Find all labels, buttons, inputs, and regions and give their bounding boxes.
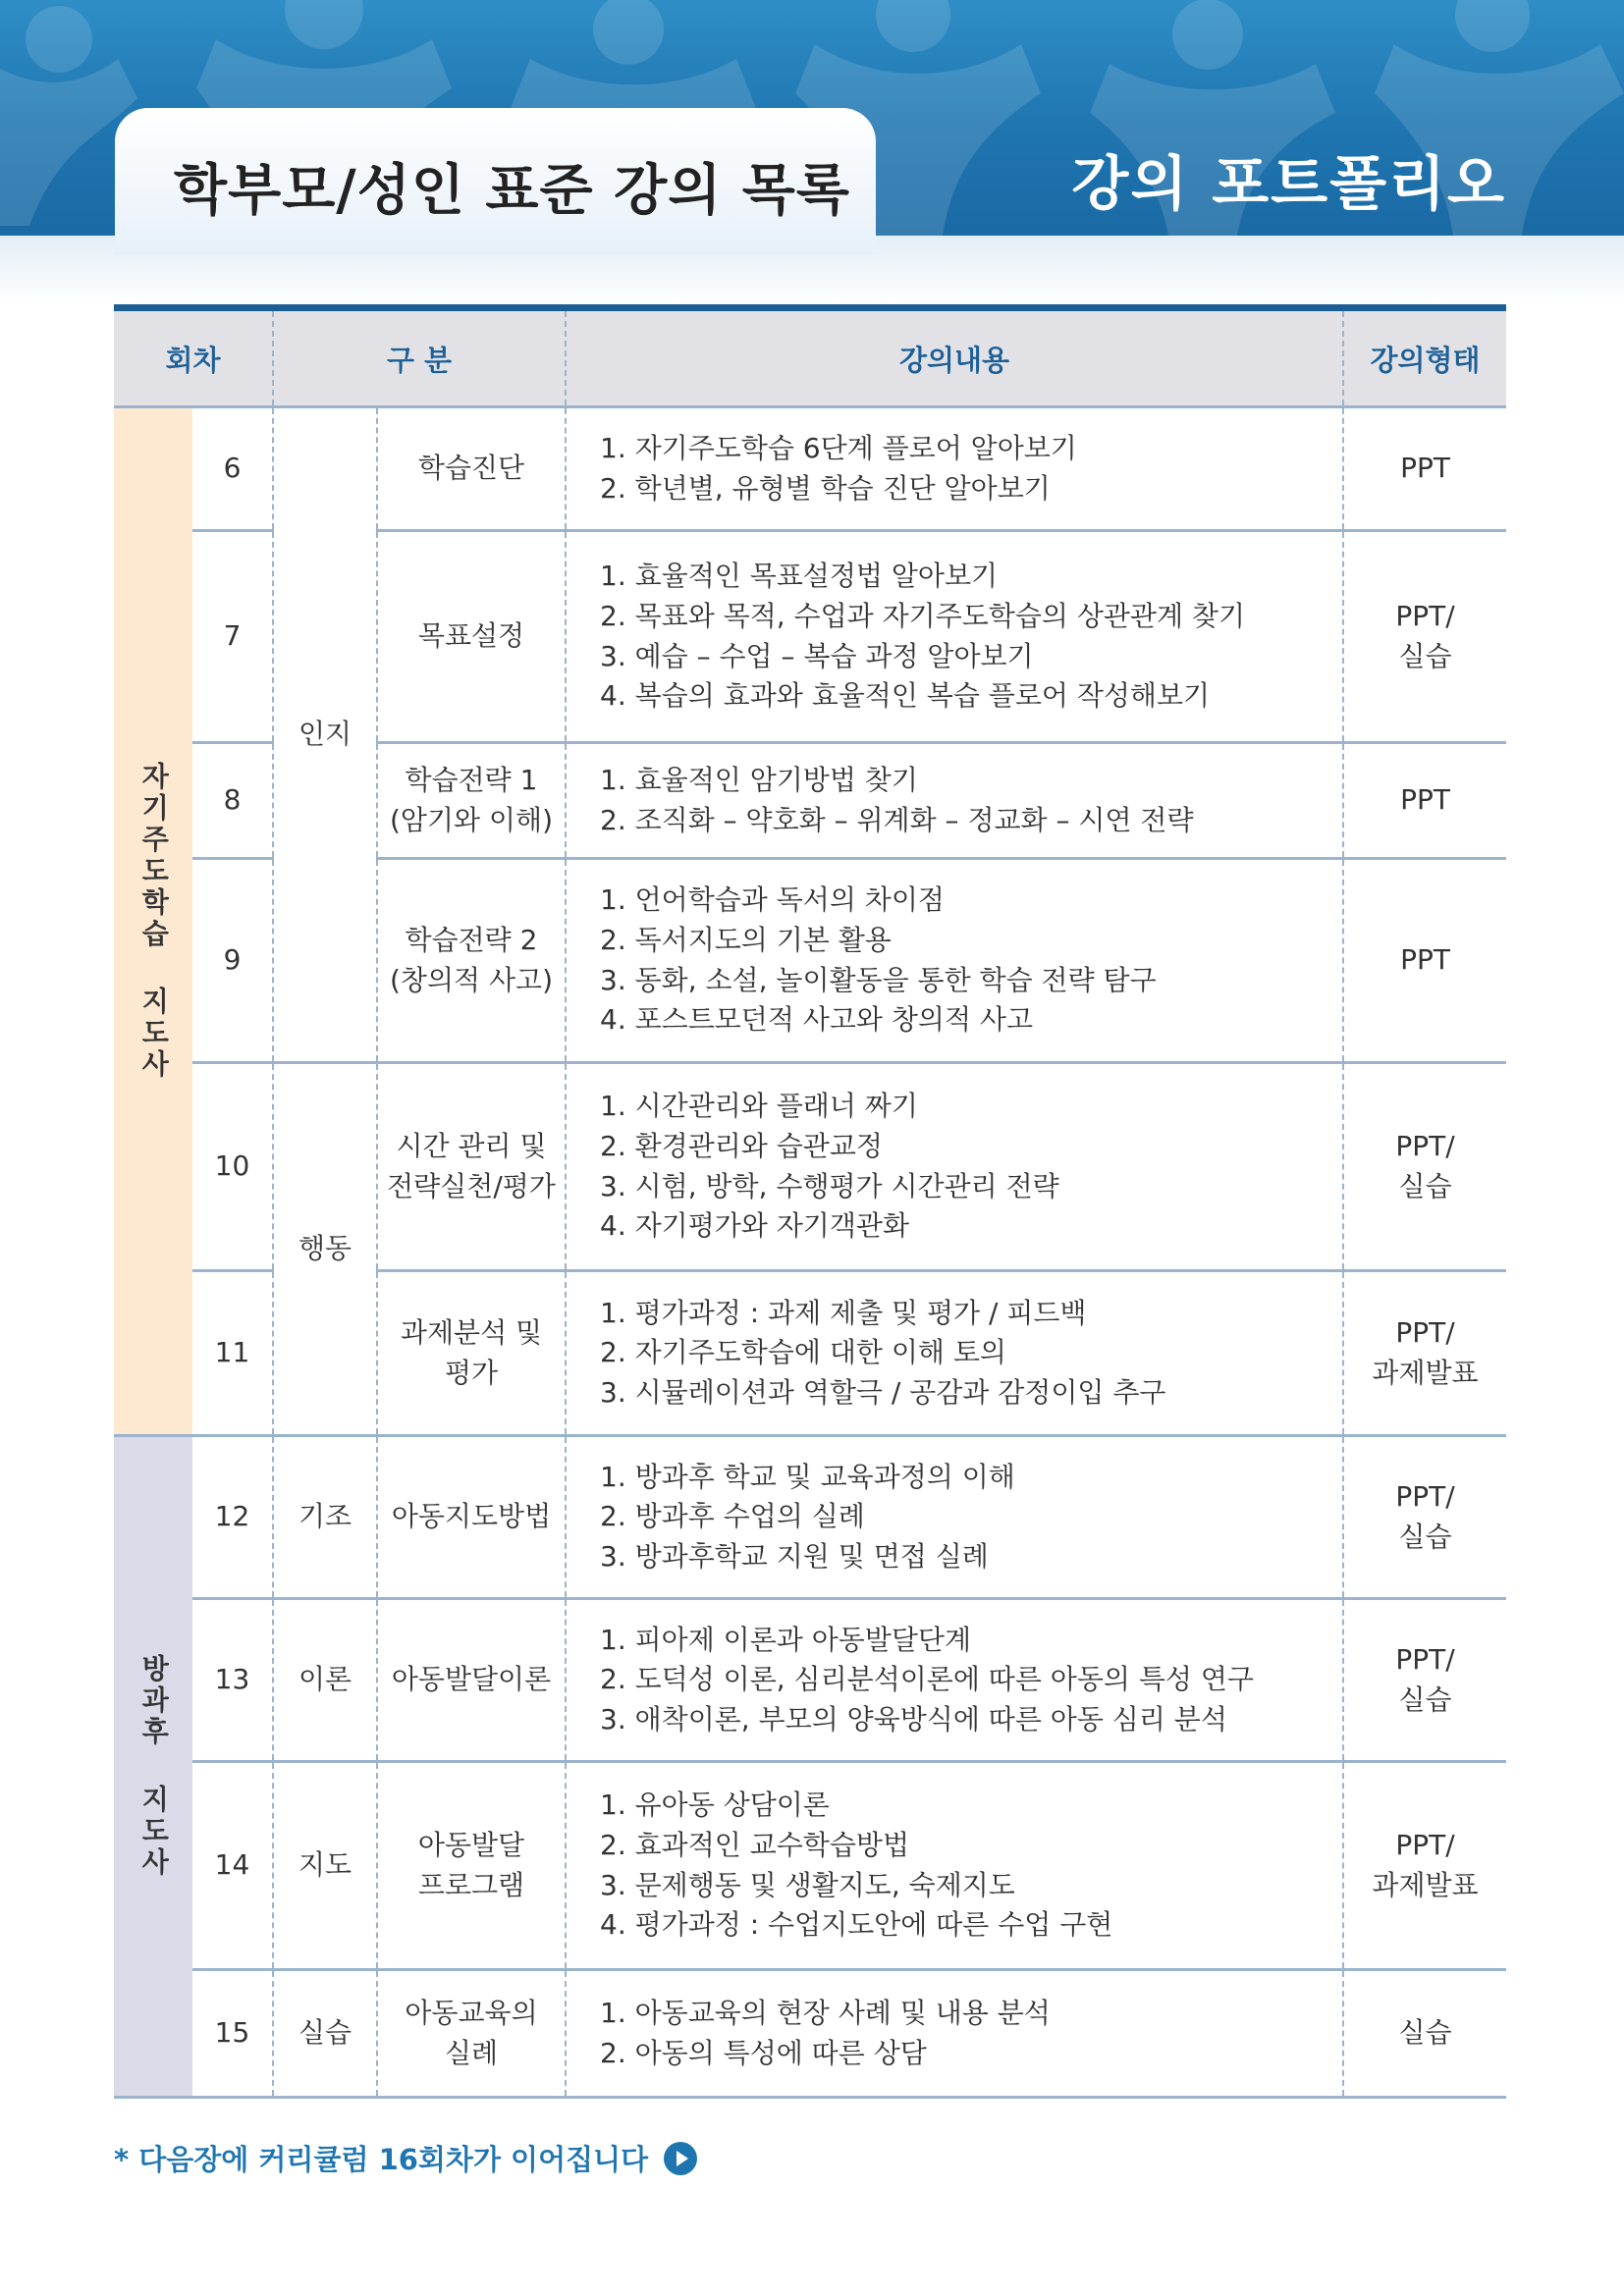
session-number: 14 — [192, 1762, 273, 1970]
next-page-note-text: * 다음장에 커리큘럼 16회차가 이어집니다 — [114, 2143, 649, 2176]
lecture-content: 1. 언어학습과 독서의 차이점 2. 독서지도의 기본 활용 3. 동화, 소설, 놀이활동을 통한 학습 전략 탐구 4. 포스트모던적 사고와 창의적 사고 — [566, 859, 1343, 1063]
topic: 아동발달이론 — [377, 1599, 566, 1762]
lecture-format: PPT/ 과제발표 — [1343, 1762, 1506, 1970]
lecture-content: 1. 유아동 상담이론 2. 효과적인 교수학습방법 3. 문제행동 및 생활지도, 숙제지도 4. 평가과정 : 수업지도안에 따른 수업 구현 — [566, 1762, 1343, 1970]
table-row — [114, 1762, 1506, 1970]
section-self-directed-learning: 자기주도학습 지도사 — [114, 407, 192, 1436]
lecture-content: 1. 효율적인 목표설정법 알아보기 2. 목표와 목적, 수업과 자기주도학습의 상관관계 찾기 3. 예습 – 수업 – 복습 과정 알아보기 4. 복습의 효과와 효율적인 복습 플로어 작성해보기 — [566, 531, 1343, 743]
topic: 아동발달 프로그램 — [377, 1762, 566, 1970]
session-number: 9 — [192, 859, 273, 1063]
lecture-content: 1. 아동교육의 현장 사례 및 내용 분석 2. 아동의 특성에 따른 상담 — [566, 1970, 1343, 2098]
lecture-format: PPT/ 과제발표 — [1343, 1271, 1506, 1436]
topic: 과제분석 및 평가 — [377, 1271, 566, 1436]
lecture-format: PPT — [1343, 407, 1506, 531]
category-basics: 기조 — [273, 1436, 377, 1599]
category-practice: 실습 — [273, 1970, 377, 2098]
header-category: 구 분 — [273, 308, 566, 407]
lecture-content: 1. 효율적인 암기방법 찾기 2. 조직화 – 약호화 – 위계화 – 정교화 – 시연 전략 — [566, 743, 1343, 859]
session-number: 8 — [192, 743, 273, 859]
lecture-content: 1. 시간관리와 플래너 짜기 2. 환경관리와 습관교정 3. 시험, 방학, 수행평가 시간관리 전략 4. 자기평가와 자기객관화 — [566, 1063, 1343, 1271]
topic: 아동지도방법 — [377, 1436, 566, 1599]
table-row — [114, 1599, 1506, 1762]
curriculum-table-wrap — [114, 304, 1506, 2099]
table-header-row — [114, 308, 1506, 407]
header-session: 회차 — [114, 308, 273, 407]
session-number: 10 — [192, 1063, 273, 1271]
table-row — [114, 1436, 1506, 1599]
header-content: 강의내용 — [566, 308, 1343, 407]
table-row — [114, 1970, 1506, 2098]
category-guidance: 지도 — [273, 1762, 377, 1970]
topic: 아동교육의 실례 — [377, 1970, 566, 2098]
header-format: 강의형태 — [1343, 308, 1506, 407]
lecture-content: 1. 피아제 이론과 아동발달단계 2. 도덕성 이론, 심리분석이론에 따른 아동의 특성 연구 3. 애착이론, 부모의 양육방식에 따른 아동 심리 분석 — [566, 1599, 1343, 1762]
next-page-note — [114, 2138, 697, 2178]
topic: 학습전략 2 (창의적 사고) — [377, 859, 566, 1063]
lecture-format: PPT — [1343, 743, 1506, 859]
table-row — [114, 407, 1506, 531]
lecture-content: 1. 평가과정 : 과제 제출 및 평가 / 피드백 2. 자기주도학습에 대한 이해 토의 3. 시뮬레이션과 역할극 / 공감과 감정이입 추구 — [566, 1271, 1343, 1436]
lecture-format: PPT/ 실습 — [1343, 1436, 1506, 1599]
topic: 목표설정 — [377, 531, 566, 743]
session-number: 15 — [192, 1970, 273, 2098]
table-row — [114, 1063, 1506, 1271]
session-number: 11 — [192, 1271, 273, 1436]
category-behavior: 행동 — [273, 1063, 377, 1436]
section-after-school: 방과후 지도사 — [114, 1436, 192, 2098]
curriculum-table — [114, 304, 1506, 2099]
topic: 시간 관리 및 전략실천/평가 — [377, 1063, 566, 1271]
lecture-format: PPT/ 실습 — [1343, 531, 1506, 743]
lecture-format: PPT/ 실습 — [1343, 1063, 1506, 1271]
lecture-format: 실습 — [1343, 1970, 1506, 2098]
lecture-content: 1. 방과후 학교 및 교육과정의 이해 2. 방과후 수업의 실례 3. 방과후학교 지원 및 면접 실례 — [566, 1436, 1343, 1599]
play-circle-icon — [664, 2142, 697, 2175]
page-title: 학부모/성인 표준 강의 목록 — [174, 159, 850, 223]
lecture-format: PPT — [1343, 859, 1506, 1063]
session-number: 7 — [192, 531, 273, 743]
topic: 학습전략 1 (암기와 이해) — [377, 743, 566, 859]
lecture-format: PPT/ 실습 — [1343, 1599, 1506, 1762]
session-number: 12 — [192, 1436, 273, 1599]
category-cognition: 인지 — [273, 407, 377, 1063]
topic: 학습진단 — [377, 407, 566, 531]
lecture-content: 1. 자기주도학습 6단계 플로어 알아보기 2. 학년별, 유형별 학습 진단 알아보기 — [566, 407, 1343, 531]
session-number: 6 — [192, 407, 273, 531]
category-theory: 이론 — [273, 1599, 377, 1762]
portfolio-title: 강의 포트폴리오 — [1071, 150, 1506, 219]
session-number: 13 — [192, 1599, 273, 1762]
